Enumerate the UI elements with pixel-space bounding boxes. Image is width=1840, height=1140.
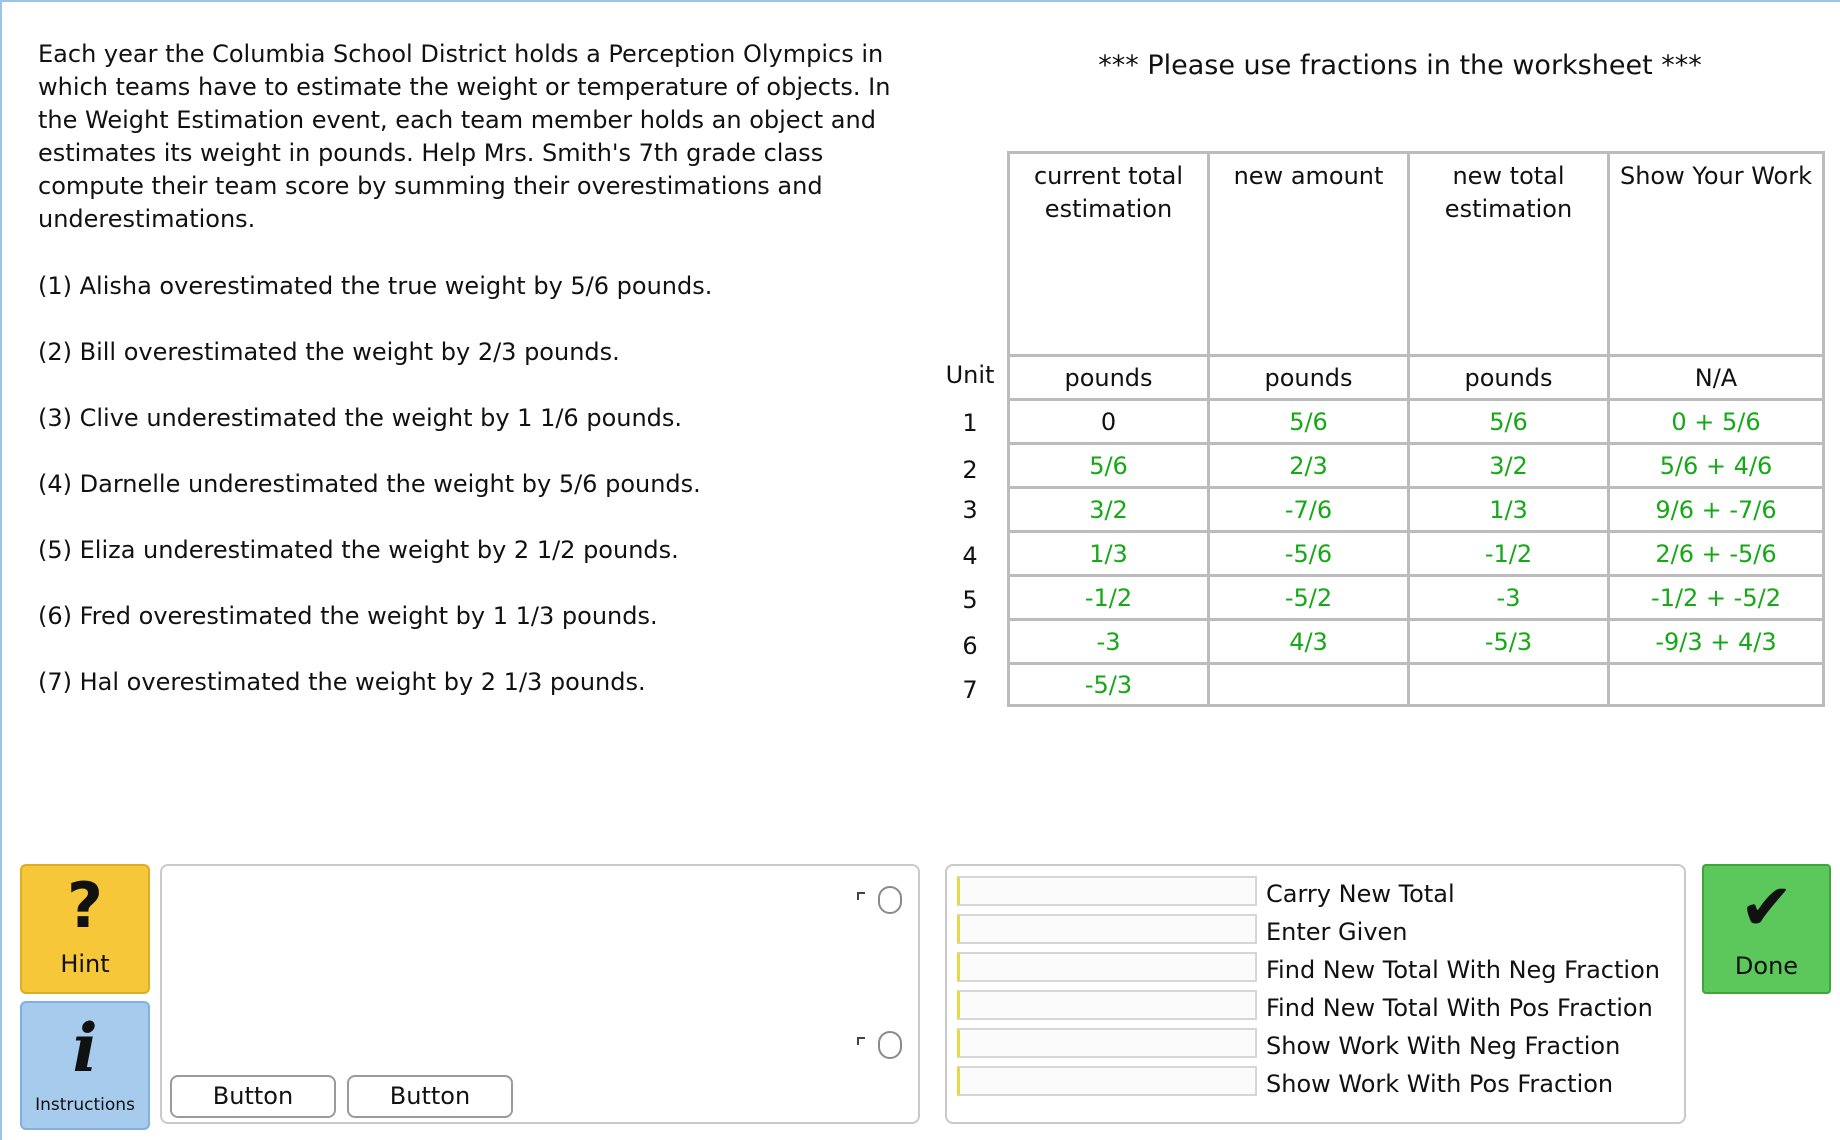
skill-bar — [957, 990, 1257, 1020]
cell-show-work[interactable]: 5/6 + 4/6 — [1607, 442, 1825, 489]
cell-new-amount[interactable]: -7/6 — [1207, 486, 1410, 533]
cell-current-total[interactable]: 5/6 — [1007, 442, 1210, 489]
unit-cell-new-amount: pounds — [1207, 354, 1410, 401]
instruction-banner: *** Please use fractions in the worksheet *** — [1098, 50, 1702, 81]
skill-label: Enter Given — [1266, 918, 1408, 946]
cell-current-total[interactable]: -3 — [1007, 618, 1210, 665]
header-current-total: current total estimation — [1007, 151, 1210, 357]
header-new-total: new total estimation — [1407, 151, 1610, 357]
skill-label: Find New Total With Neg Fraction — [1266, 956, 1660, 984]
header-new-amount: new amount — [1207, 151, 1410, 357]
cell-current-total[interactable]: -1/2 — [1007, 574, 1210, 621]
row-number-3: 3 — [962, 496, 978, 524]
statement-7: (7) Hal overestimated the weight by 2 1/3 pounds. — [38, 668, 646, 696]
unit-column-label: Unit — [945, 361, 995, 389]
cell-new-total[interactable]: 3/2 — [1407, 442, 1610, 489]
radio-button[interactable] — [878, 886, 902, 914]
skill-bar — [957, 876, 1257, 906]
statement-2: (2) Bill overestimated the weight by 2/3 pounds. — [38, 338, 620, 366]
instructions-button[interactable] — [20, 1001, 150, 1130]
row-number-6: 6 — [962, 632, 978, 660]
hint-button[interactable] — [20, 864, 150, 994]
button-2[interactable]: Button — [347, 1075, 513, 1118]
cell-new-amount[interactable]: -5/2 — [1207, 574, 1410, 621]
row-number-7: 7 — [962, 676, 978, 704]
cell-show-work[interactable]: 0 + 5/6 — [1607, 398, 1825, 445]
row-number-4: 4 — [962, 542, 978, 570]
statement-4: (4) Darnelle underestimated the weight by 5/6 pounds. — [38, 470, 701, 498]
cell-new-total[interactable]: -3 — [1407, 574, 1610, 621]
instructions-label: Instructions — [35, 1095, 135, 1115]
cell-current-total[interactable]: 0 — [1007, 398, 1210, 445]
question-mark-icon: ? — [67, 869, 103, 942]
skill-label: Show Work With Pos Fraction — [1266, 1070, 1614, 1098]
cell-current-total[interactable]: 3/2 — [1007, 486, 1210, 533]
statement-6: (6) Fred overestimated the weight by 1 1/3 pounds. — [38, 602, 658, 630]
hint-label: Hint — [60, 950, 110, 978]
window-left-border — [0, 0, 2, 1140]
radio-button[interactable] — [878, 1031, 902, 1059]
cell-current-total[interactable]: 1/3 — [1007, 530, 1210, 577]
cell-current-total[interactable]: -5/3 — [1007, 662, 1210, 707]
cell-new-amount[interactable]: -5/6 — [1207, 530, 1410, 577]
skill-bar — [957, 1066, 1257, 1096]
unit-cell-current-total: pounds — [1007, 354, 1210, 401]
header-show-work: Show Your Work — [1607, 151, 1825, 357]
statement-3: (3) Clive underestimated the weight by 1 1/6 pounds. — [38, 404, 683, 432]
cell-new-amount[interactable]: 2/3 — [1207, 442, 1410, 489]
skill-label: Find New Total With Pos Fraction — [1266, 994, 1653, 1022]
skill-bar — [957, 952, 1257, 982]
row-number-2: 2 — [962, 456, 978, 484]
skill-bar — [957, 914, 1257, 944]
done-label: Done — [1734, 952, 1799, 980]
cell-show-work[interactable]: 2/6 + -5/6 — [1607, 530, 1825, 577]
cell-show-work[interactable] — [1607, 662, 1825, 707]
cell-new-total[interactable]: 1/3 — [1407, 486, 1610, 533]
skill-label: Carry New Total — [1266, 880, 1455, 908]
unit-cell-new-total: pounds — [1407, 354, 1610, 401]
corner-marker-icon — [857, 1037, 865, 1045]
cell-new-amount[interactable]: 4/3 — [1207, 618, 1410, 665]
cell-new-total[interactable]: -5/3 — [1407, 618, 1610, 665]
cell-show-work[interactable]: 9/6 + -7/6 — [1607, 486, 1825, 533]
unit-cell-show-work: N/A — [1607, 354, 1825, 401]
cell-new-amount[interactable]: 5/6 — [1207, 398, 1410, 445]
corner-marker-icon — [857, 892, 865, 900]
problem-statement — [38, 38, 918, 269]
cell-new-amount[interactable] — [1207, 662, 1410, 707]
statement-5: (5) Eliza underestimated the weight by 2 1/2 pounds. — [38, 536, 679, 564]
cell-show-work[interactable]: -1/2 + -5/2 — [1607, 574, 1825, 621]
button-1[interactable]: Button — [170, 1075, 336, 1118]
window-top-border — [0, 0, 1840, 2]
info-icon: i — [72, 1009, 98, 1087]
row-number-5: 5 — [962, 586, 978, 614]
cell-new-total[interactable]: 5/6 — [1407, 398, 1610, 445]
skill-label: Show Work With Neg Fraction — [1266, 1032, 1621, 1060]
cell-show-work[interactable]: -9/3 + 4/3 — [1607, 618, 1825, 665]
row-number-1: 1 — [962, 409, 978, 437]
done-button[interactable] — [1702, 864, 1831, 994]
checkmark-icon: ✔ — [1739, 871, 1794, 945]
problem-intro: Each year the Columbia School District holds a Perception Olympics in which teams have to estimate the weight or temperature of objects. In the Weight Estimation event, each team member holds an object and estimates its weight in pounds. Help Mrs. Smith's 7th grade class compute their team score by summing their overestimations and underestimations. — [38, 40, 891, 233]
cell-new-total[interactable] — [1407, 662, 1610, 707]
skill-bar — [957, 1028, 1257, 1058]
cell-new-total[interactable]: -1/2 — [1407, 530, 1610, 577]
statement-1: (1) Alisha overestimated the true weight by 5/6 pounds. — [38, 272, 713, 300]
